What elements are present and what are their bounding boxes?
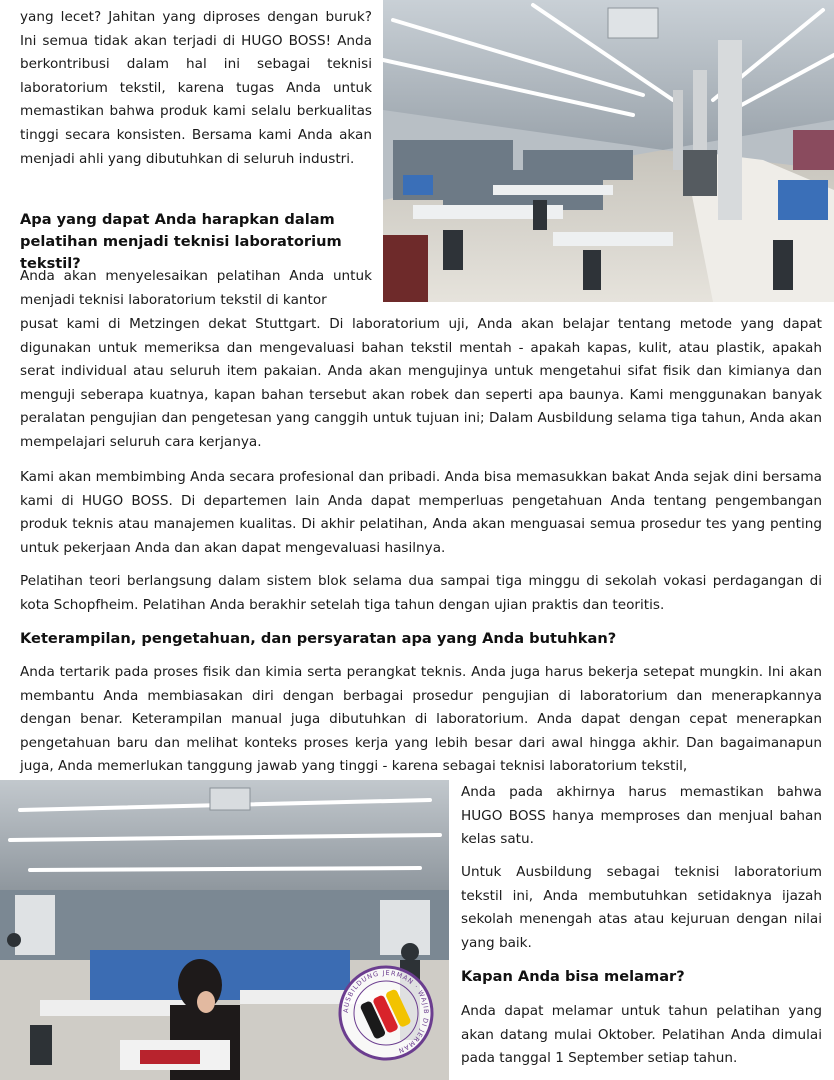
paragraph-1-wide: pusat kami di Metzingen dekat Stuttgart. Di laboratorium uji, Anda akan belajar tentang metode yang dapat digunakan untuk memeriksa dan mengevaluasi bahan tekstil mentah - apakah kapas, kulit, atau plastik, apakah serat individual atau seluruh item pakaian. Anda akan mengujinya untuk mengetahui sifat fisik dan kimianya dan menguji seberapa kuatnya, kapan bahan tersebut akan robek dan seperti apa baunya. Kami menggunakan banyak peralatan pengujian dan pengetesan yang canggih untuk tujuan ini; Dalam Ausbildung selama tiga tahun, Anda akan mempelajari seluruh cara kerjanya.	[20, 316, 822, 450]
ausbildung-seal-logo	[338, 965, 434, 1061]
paragraph-4-narrow: Anda pada akhirnya harus memastikan bahwa HUGO BOSS hanya memproses dan menjual bahan kelas satu.	[461, 784, 822, 848]
heading-apply: Kapan Anda bisa melamar?	[461, 968, 685, 985]
paragraph-4-wide: Anda tertarik pada proses fisik dan kimia serta perangkat teknis. Anda juga harus bekerja setepat mungkin. Ini akan membantu Anda membiasakan diri dengan berbagai prosedur pengujian di laboratorium dan menerapkannya dengan benar. Keterampilan manual juga dibutuhkan di laboratorium. Anda dapat dengan cepat menerapkan pengetahuan baru dan melihat konteks proses kerja yang lebih besar dari awal hingga akhir. Dan bagaimanapun juga, Anda memerlukan tanggung jawab yang tinggi - karena sebagai teknisi laboratorium tekstil,	[20, 664, 822, 775]
seal-text: AUSBILDUNG JERMAN · WAJIB DI JERMAN	[341, 968, 431, 1055]
paragraph-1-narrow: Anda akan menyelesaikan pelatihan Anda untuk menjadi teknisi laboratorium tekstil di kantor	[20, 268, 372, 308]
intro-paragraph: yang lecet? Jahitan yang diproses dengan buruk? Ini semua tidak akan terjadi di HUGO BOSS! Anda berkontribusi dalam hal ini sebagai teknisi laboratorium tekstil, karena tugas Anda untuk memastikan bahwa produk kami selalu berkualitas tinggi secara konsisten. Bersama kami Anda akan menjadi ahli yang dibutuhkan di seluruh industri.	[20, 9, 372, 167]
heading-skills: Keterampilan, pengetahuan, dan persyaratan apa yang Anda butuhkan?	[20, 630, 617, 647]
paragraph-5: Untuk Ausbildung sebagai teknisi laboratorium tekstil ini, Anda membutuhkan setidaknya ijazah sekolah menengah atas atau kejuruan dengan nilai yang baik.	[461, 864, 822, 951]
paragraph-2: Kami akan membimbing Anda secara profesional dan pribadi. Anda bisa memasukkan bakat Anda sejak dini bersama kami di HUGO BOSS. Di departemen lain Anda dapat memperluas pengetahuan Anda tentang pengembangan produk teknis atau manajemen kualitas. Di akhir pelatihan, Anda akan menguasai semua prosedur tes yang penting untuk pekerjaan Anda dan akan dapat mengevaluasi hasilnya.	[20, 469, 822, 556]
heading-expectations: Apa yang dapat Anda harapkan dalam pelatihan menjadi teknisi laboratorium tekstil?	[20, 211, 342, 272]
paragraph-3: Pelatihan teori berlangsung dalam sistem blok selama dua sampai tiga minggu di sekolah vokasi perdagangan di kota Schopfheim. Pelatihan Anda berakhir setelah tiga tahun dengan ujian praktis dan teoritis.	[20, 573, 822, 613]
paragraph-6: Anda dapat melamar untuk tahun pelatihan yang akan datang mulai Oktober. Pelatihan Anda dimulai pada tanggal 1 September setiap tahun.	[461, 1003, 822, 1067]
factory-photo-top	[383, 0, 834, 302]
